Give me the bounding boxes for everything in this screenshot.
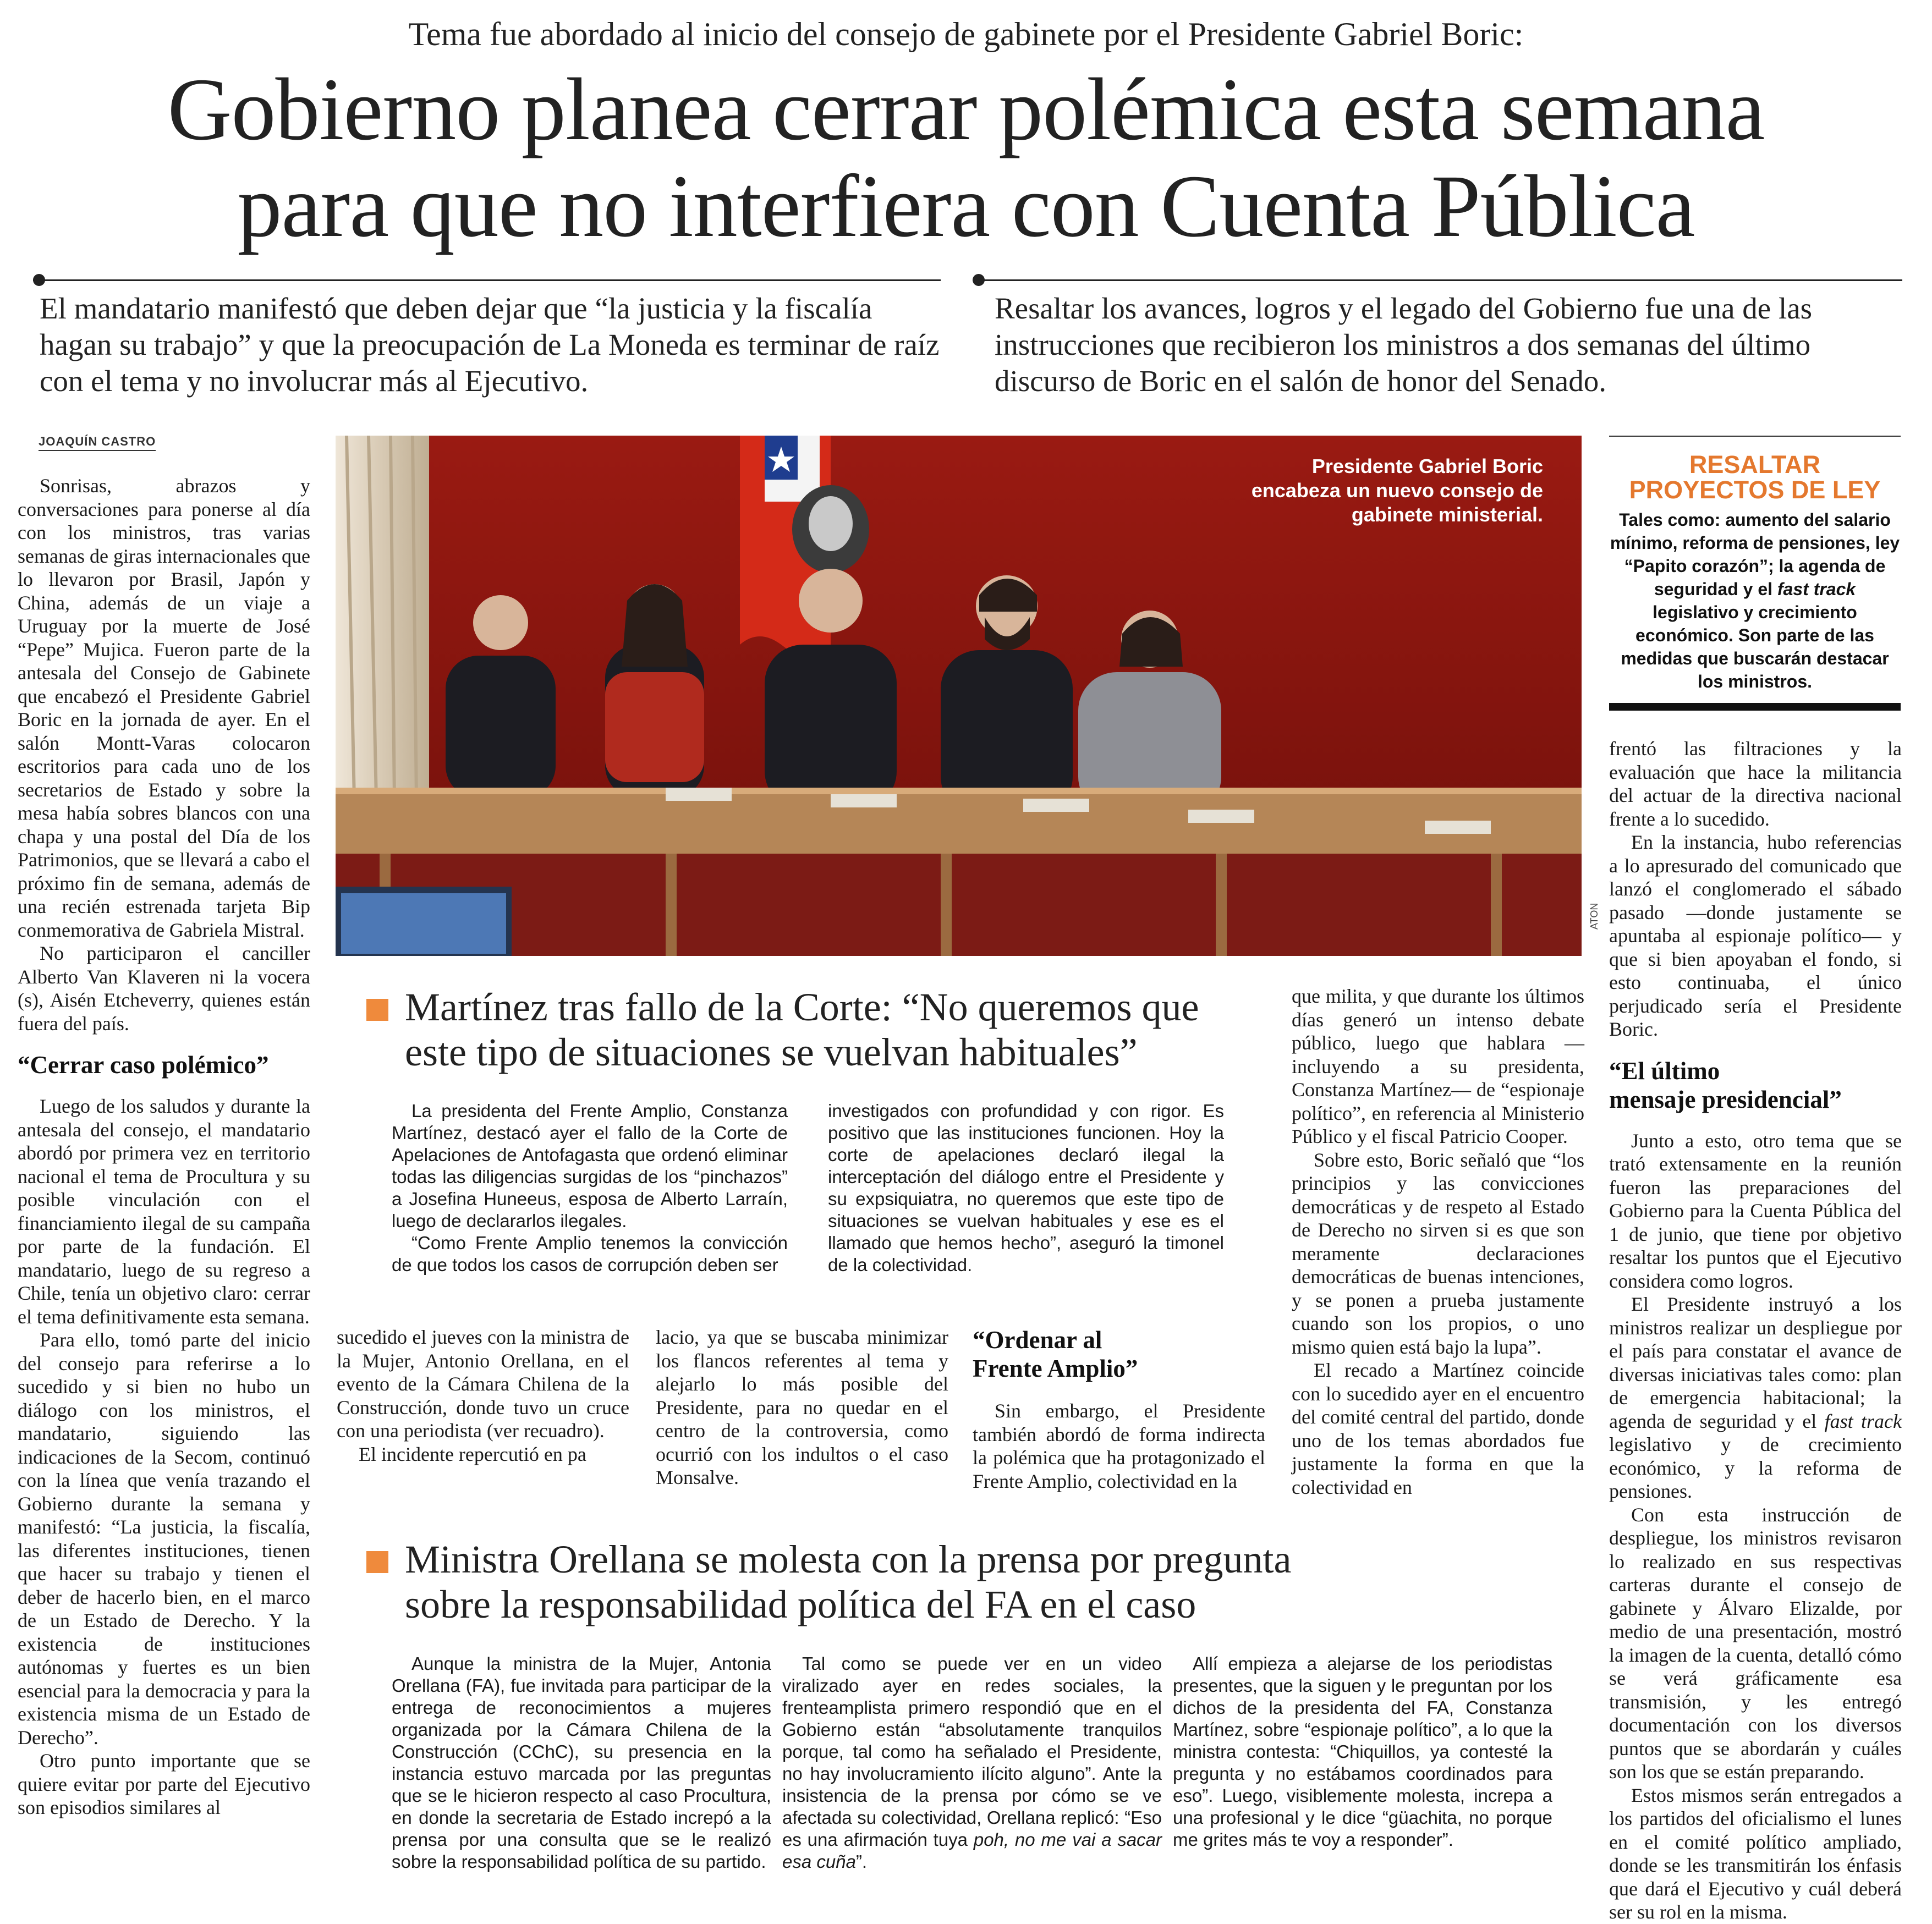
paragraph: Tal como se puede ver en un video viralizado ayer en redes sociales, la frenteamplista primero respondió que en el Gobierno están “absolutamente tranquilos porque, tal como ha señalado el Presidente, no hay involucramiento ilícito alguno”. Ante la insistencia de la prensa por cómo se ve afectada su colectividad, Orellana replicó: “Eso es una afirmación tuya poh, no me vai a sacar esa cuña”. xyxy=(782,1653,1162,1872)
orellana-column-c xyxy=(1173,1653,1552,1851)
paragraph: sucedido el jueves con la ministra de la Mujer, Antonio Orellana, en el evento de la Cámara Chilena de la Construcción, donde tuvo un cruce con una periodista (ver recuadro). xyxy=(337,1326,629,1442)
sidebar-title-line-1: RESALTAR xyxy=(1689,450,1821,479)
paragraph: Sonrisas, abrazos y conversaciones para ponerse al día con los ministros, tras varias semanas de giras internacionales que lo llevaron por Brasil, Japón y China, además de un viaje a Uruguay por la muerte de José “Pepe” Mujica. Fueron parte de la antesala del Consejo de Gabinete que encabezó el Presidente Gabriel Boric en la jornada de ayer. En el salón Montt-Varas colocaron escritorios para cada uno de los secretarios de Estado y sobre la mesa había sobres blancos con una chapa y una postal del Día de los Patrimonios, que se llevará a cabo el próximo fin de semana, además de una recién estrenada tarjeta Bip conmemorativa de Gabriela Mistral. xyxy=(18,475,310,941)
sidebar-title-line-2: PROYECTOS DE LEY xyxy=(1629,476,1881,504)
paragraph: “Como Frente Amplio tenemos la convicción de que todos los casos de corrupción deben ser xyxy=(392,1233,788,1275)
article-column-4 xyxy=(1292,985,1584,1499)
photo-caption: Presidente Gabriel Boric encabeza un nuevo consejo de gabinete ministerial. xyxy=(1251,455,1543,526)
paragraph: Con esta instrucción de despliegue, los ministros revisaron lo realizado en sus respectivas carteras durante el consejo de gabinete y Álvaro Elizalde, por medio de una presentación, mostró la imagen de la cuenta, detalló cómo se verá gráficamente esa transmisión, y les entregó documentación con los diversos puntos que se abordarán y cuáles son los que se están preparando. xyxy=(1609,1503,1902,1783)
paragraph: Otro punto importante que se quiere evitar por parte del Ejecutivo son episodios similares al xyxy=(18,1750,310,1818)
martinez-title: Martínez tras fallo de la Corte: “No queremos que este tipo de situaciones se vuelvan habituales” xyxy=(405,985,1199,1074)
cabinet-photo xyxy=(336,436,1582,956)
martinez-square-marker xyxy=(366,999,388,1021)
orellana-title: Ministra Orellana se molesta con la prensa por pregunta sobre la responsabilidad política del FA en el caso xyxy=(405,1537,1292,1626)
martinez-column-a xyxy=(392,1100,788,1276)
paragraph: frentó las filtraciones y la evaluación que hace la militancia del actuar de la directiva nacional frente a lo sucedido. xyxy=(1609,738,1902,830)
headline-line-1: Gobierno planea cerrar polémica esta semana xyxy=(167,61,1765,159)
article-column-1 xyxy=(18,474,310,1819)
paragraph: No participaron el canciller Alberto Van Klaveren ni la vocera (s), Aisén Etcheverry, quienes están fuera del país. xyxy=(18,942,310,1035)
orellana-square-marker xyxy=(366,1551,388,1573)
article-column-5 xyxy=(1609,737,1902,1924)
subhead-cerrar-caso: “Cerrar caso polémico” xyxy=(18,1051,269,1079)
paragraph: Sin embargo, el Presidente también abordó de forma indirecta la polémica que ha protagonizado el Frente Amplio, colectividad en la xyxy=(973,1400,1265,1492)
paragraph: El Presidente instruyó a los ministros realizar un despliegue por el país para constatar el avance de diversas iniciativas tales como: plan de emergencia habitacional; la agenda de seguridad y el fast track legislativo y de crecimiento económico, y la reforma de pensiones. xyxy=(1609,1293,1902,1502)
orellana-column-a xyxy=(392,1653,771,1873)
paragraph: Aunque la ministra de la Mujer, Antonia Orellana (FA), fue invitada para participar de la entrega de reconocimientos a mujeres organizada por la Cámara Chilena de la Construcción (CChC), su presencia en la instancia estuvo marcada por las preguntas que se le hicieron respecto al caso Procultura, en donde la secretaria de Estado increpó a la prensa por una consulta que se le realizó sobre la responsabilidad política de su partido. xyxy=(392,1653,771,1872)
paragraph: En la instancia, hubo referencias a lo apresurado del comunicado que lanzó el conglomerado el sábado pasado —donde justamente se apuntaba al espionaje político— y que si bien apoyaban el fondo, si esto continuaba, el único perjudicado sería el Presidente Boric. xyxy=(1609,831,1902,1040)
deck-right: Resaltar los avances, logros y el legado del Gobierno fue una de las instrucciones que recibieron los ministros a dos semanas del último discurso de Boric en el salón de honor del Senado. xyxy=(995,292,1813,398)
deck-left: El mandatario manifestó que deben dejar que “la justicia y la fiscalía hagan su trabajo” y que la preocupación de La Moneda es terminar de raíz con el tema y no involucrar más al Ejecutivo. xyxy=(40,292,940,398)
paragraph: El recado a Martínez coincide con lo sucedido ayer en el encuentro del comité central del partido, donde uno de los temas abordados fue justamente la forma en que la colectividad en xyxy=(1292,1359,1584,1498)
paragraph: Para ello, tomó parte del inicio del consejo para referirse a lo sucedido y si bien no hubo un diálogo con los ministros, el mandatario, siguiendo las indicaciones de la Secom, continuó con la línea que venía trazando el Gobierno durante la semana y manifestó: “La justicia, la fiscalía, las diferentes instituciones, tienen que hacer su trabajo y tienen el deber de hacerlo bien, en el marco de un Estado de Derecho. Y la existencia de instituciones autónomas y fuertes es un bien esencial para la democracia y para la existencia misma de un Estado de Derecho”. xyxy=(18,1329,310,1749)
paragraph: que milita, y que durante los últimos días generó un intenso debate público, luego que hablara —incluyendo a su presidenta, Constanza Martínez— de “espionaje político”, en referencia al Ministerio Público y el fiscal Patricio Cooper. xyxy=(1292,985,1584,1147)
paragraph: Estos mismos serán entregados a los partidos del oficialismo el lunes en el comité político ampliado, donde se les transmitirán los énfasis que dará el Ejecutivo y cuál deberá ser su rol en la misma. xyxy=(1609,1784,1902,1923)
paragraph: El incidente repercutió en pa xyxy=(359,1443,586,1465)
martinez-column-b xyxy=(828,1100,1224,1276)
sidebar-top-rule xyxy=(1609,436,1901,437)
paragraph: Junto a esto, otro tema que se trató extensamente en la reunión fueron las preparaciones del Gobierno para la Cuenta Pública del 1 de junio, que tiene por objetivo resaltar los puntos que el Ejecutivo considera como logros. xyxy=(1609,1129,1902,1292)
paragraph: Allí empieza a alejarse de los periodistas presentes, que la siguen y le preguntan por los dichos de la presidenta del FA, Constanza Martínez, sobre “espionaje político”, a lo que la ministra contesta: “Chiquillos, ya contesté la pregunta y no estábamos coordinados para eso”. Luego, visiblemente molesta, increpa a una profesional y le dice “güachita, no porque me grites más te voy a responder”. xyxy=(1173,1653,1552,1850)
orellana-column-b xyxy=(782,1653,1162,1873)
sidebar-body: Tales como: aumento del salario mínimo, reforma de pensiones, ley “Papito corazón”; la agenda de seguridad y el fast track legislativo y crecimiento económico. Son parte de las medidas que buscarán destacar los ministros. xyxy=(1610,510,1900,691)
paragraph: Luego de los saludos y durante la antesala del consejo, el mandatario abordó por primera vez en territorio nacional el tema de Procultura y su posible vinculación con el financiamiento ilegal de su campaña por parte de la fundación. El mandatario, luego de su regreso a Chile, tenía un objetivo claro: cerrar el tema definitivamente esta semana. xyxy=(18,1095,310,1328)
paragraph: lacio, ya que se buscaba minimizar los flancos referentes al tema y alejarlo lo más posible del Presidente, para no quedar en el centro de la controversia, como ocurrió con los indultos o el caso Monsalve. xyxy=(656,1326,948,1488)
article-column-3b-lower xyxy=(973,1326,1265,1493)
sidebar-bottom-rule xyxy=(1609,703,1901,711)
kicker: Tema fue abordado al inicio del consejo de gabinete por el Presidente Gabriel Boric: xyxy=(408,16,1524,52)
subhead-ultimo-mensaje: “El último mensaje presidencial” xyxy=(1609,1057,1842,1113)
deck-right-rule xyxy=(973,279,1902,281)
photo-credit: ATON xyxy=(1589,903,1600,930)
subhead-ordenar-frente: “Ordenar al Frente Amplio” xyxy=(973,1326,1138,1382)
article-column-2-lower xyxy=(337,1326,629,1466)
paragraph: investigados con profundidad y con rigor. Es positivo que las instituciones funcionen. Hoy la corte de apelaciones declaró ilegal la interceptación del diálogo entre el Presidente y su expsiquiatra, no queremos que este tipo de situaciones se vuelvan habituales y ese es el llamado que hemos hecho”, aseguró la timonel de la colectividad. xyxy=(828,1101,1224,1275)
paragraph: Sobre esto, Boric señaló que “los principios y las convicciones democráticas y de respeto al Estado de Derecho no sirven si es que son meramente declaraciones democráticas de buenas intenciones, y se ponen a prueba justamente cuando son los propios, o uno mismo quien está bajo la lupa”. xyxy=(1292,1148,1584,1358)
sidebar-box xyxy=(1609,436,1901,711)
byline: JOAQUÍN CASTRO xyxy=(39,435,156,451)
headline-line-2: para que no interfiera con Cuenta Pública xyxy=(237,157,1695,256)
sidebar-title xyxy=(1609,452,1901,503)
deck-left-rule xyxy=(33,279,941,281)
paragraph: La presidenta del Frente Amplio, Constanza Martínez, destacó ayer el fallo de la Corte de Apelaciones de Antofagasta que ordenó eliminar todas las diligencias surgidas de los “pinchazos” a Josefina Huneeus, esposa de Alberto Larraín, luego de declararlos ilegales. xyxy=(392,1101,788,1231)
headline xyxy=(0,62,1932,255)
article-column-3-lower xyxy=(656,1326,948,1489)
